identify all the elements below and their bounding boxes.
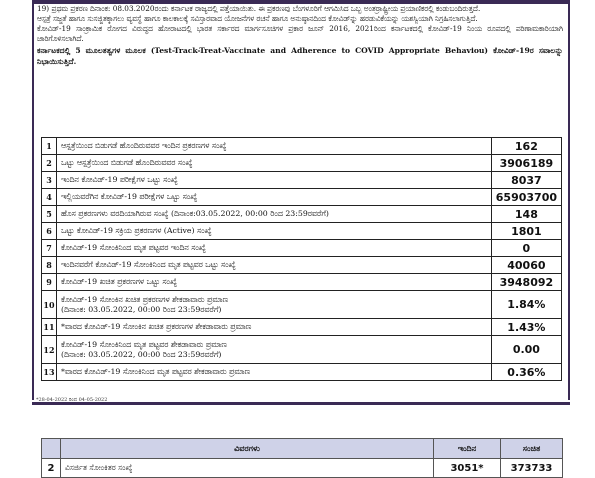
table-header-row	[42, 439, 563, 459]
intro-paragraph: ಆಸ್ಪತ್ರೆ ಸಜ್ಜತೆ ಹಾಗೂ ಸುಸಜ್ಜಿತಕ್ಕಾಗಲು ವ್ಯವಸ್ಥೆ ಹಾಗೂ ಕಾಲಕಾಲಕ್ಕೆ ಸವಿಸ್ತಾರವಾದ ಯೋಜನೆಗಳ ರಚನೆ ಹಾಗೂ ಅನುಷ್ಠಾನದಿಂದ ಕೋವಿಡ್‌ನ್ನು ಹರಡುವಿಕೆಯನ್ನು ಯಶಸ್ವಿಯಾಗಿ ನಿಗ್ರಹಿಸಲಾಗುತ್ತಿದೆ.	[37, 14, 478, 23]
row-number: 9	[42, 274, 57, 291]
row-value: 1801	[491, 223, 561, 240]
row-number: 3	[42, 172, 57, 189]
table-row	[42, 223, 562, 240]
details-table	[41, 438, 563, 478]
table-row	[42, 364, 562, 381]
frame-left-border	[32, 0, 34, 400]
row-label: *ವಾರದ ಕೋವಿಡ್-19 ಸೋಂಕಿನ ಖಚಿತ ಪ್ರಕರಣಗಳ ಶೇಕಡಾವಾರು ಪ್ರಮಾಣ	[56, 319, 491, 336]
row-number: 6	[42, 223, 57, 240]
row-label: ಇಂದಿನವರೆಗೆ ಕೋವಿಡ್-19 ಸೋಂಕಿನಿಂದ ಮೃತ ಪಟ್ಟವರ ಒಟ್ಟು ಸಂಖ್ಯೆ	[56, 257, 491, 274]
table-row	[42, 291, 562, 319]
intro-paragraph: ಕೋವಿಡ್-19 ಸಾಂಕ್ರಾಮಿಕ ರೋಗದ ವಿರುದ್ಧದ ಹೋರಾಟದಲ್ಲಿ ಭಾರತ ಸರ್ಕಾರದ ಮಾರ್ಗಸೂಚಿಗಳ ಪ್ರಕಾರ ಜೂನ್ 2016, 2021ರಿಂದ ಕರ್ನಾಟಕದಲ್ಲಿ ಕೋವಿಡ್-19 ನಿಂಯ ರೂಪದಲ್ಲಿ ಪರಿಣಾಮಕಾರಿಯಾಗಿ ಜಾರಿಗೊಳಿಸಲಾಗಿದೆ.	[37, 24, 563, 43]
row-label: ವಿಸರ್ಜಿತ ಸೋಂಕಿತರ ಸಂಖ್ಯೆ	[61, 459, 434, 478]
row-number: 4	[42, 189, 57, 206]
row-label: ಒಟ್ಟು ಆಸ್ಪತ್ರೆಯಿಂದ ಬಿಡುಗಡೆ ಹೊಂದಿರುವವರ ಸಂಖ್ಯೆ	[56, 155, 491, 172]
row-value: 8037	[491, 172, 561, 189]
table-row	[42, 189, 562, 206]
row-number: 1	[42, 138, 57, 155]
row-label: ಒಟ್ಟು ಕೋವಿಡ್-19 ಸಕ್ರಿಯ ಪ್ರಕರಣಗಳ (Active) ಸಂಖ್ಯೆ	[56, 223, 491, 240]
intro-paragraph: 19) ಪ್ರಥಮ ಪ್ರಕರಣ ದಿನಾಂಕ: 08.03.2020ರಂದು ಕರ್ನಾಟಕ ರಾಜ್ಯದಲ್ಲಿ ಪತ್ತೆಯಾಯಿತು. ಈ ಪ್ರಕರಣವು ಬೆಂಗಳೂರಿಗೆ ಆಗಮಿಸಿದ ಒಬ್ಬ ಅಂತರ್ರಾಷ್ಟ್ರೀಯ ಪ್ರಯಾಣಿಕರಲ್ಲಿ ಕಂಡುಬಂದಿರುತ್ತದೆ.	[37, 4, 481, 13]
footnote: *28-04-2022 ರಿಂದ 04-05-2022	[36, 397, 108, 403]
row-label: ಕೋವಿಡ್-19 ಸೋಂಕಿನಿಂದ ಮೃತ ಪಟ್ಟವರ ಶೇಕಡಾವಾರು ಪ್ರಮಾಣ	[60, 339, 227, 349]
table-row	[42, 172, 562, 189]
row-label-date: (ದಿನಾಂಕ: 03.05.2022, 00:00 ರಿಂದ 23:59ರವರೆಗೆ)	[60, 304, 222, 314]
row-label: ಹೊಸ ಪ್ರಕರಣಗಳು ವರದಿಯಾಗಿರುವ ಸಂಖ್ಯೆ (ದಿನಾಂಕ:03.05.2022, 00:00 ರಿಂದ 23:59ರವರೆಗೆ)	[56, 206, 491, 223]
table-row	[42, 257, 562, 274]
row-label: ಕೋವಿಡ್-19 ಖಚಿತ ಪ್ರಕರಣಗಳ ಒಟ್ಟು ಸಂಖ್ಯೆ	[56, 274, 491, 291]
row-number: 11	[42, 319, 57, 336]
row-value: 3906189	[491, 155, 561, 172]
row-value: 148	[491, 206, 561, 223]
row-cumulative-value: 373733	[501, 459, 563, 478]
row-value: 3948092	[491, 274, 561, 291]
row-label: *ವಾರದ ಕೋವಿಡ್-19 ಸೋಂಕಿನಿಂದ ಮೃತ ಪಟ್ಟವರ ಶೇಕಡಾವಾರು ಪ್ರಮಾಣ	[56, 364, 491, 381]
row-label: ಇಂದಿನ ಕೋವಿಡ್-19 ಪರೀಕ್ಷೆಗಳ ಒಟ್ಟು ಸಂಖ್ಯೆ	[56, 172, 491, 189]
row-number: 2	[42, 459, 61, 478]
row-number: 8	[42, 257, 57, 274]
row-value: 0	[491, 240, 561, 257]
row-value: 162	[491, 138, 561, 155]
row-value: 0.00	[491, 336, 561, 364]
row-number: 7	[42, 240, 57, 257]
header-details: ವಿವರಗಳು	[61, 439, 434, 459]
intro-paragraph: ಕರ್ನಾಟಕದಲ್ಲಿ 5 ಮೂಲತತ್ವಗಳ ಮೂಲಕ (Test-Track-Treat-Vaccinate and Adherence to COVID Appropriate Behaviou) ಕೋವಿಡ್-19ರ ಸವಾಲನ್ನು ನಿಭಾಯಿಸುತ್ತಿದೆ.	[37, 46, 563, 66]
table-row	[42, 319, 562, 336]
row-label: ಇಲ್ಲಿಯವರೆಗಿನ ಕೋವಿಡ್-19 ಪರೀಕ್ಷೆಗಳ ಒಟ್ಟು ಸಂಖ್ಯೆ	[56, 189, 491, 206]
table-row	[42, 206, 562, 223]
row-value: 1.84%	[491, 291, 561, 319]
row-number: 13	[42, 364, 57, 381]
row-value: 1.43%	[491, 319, 561, 336]
row-value: 40060	[491, 257, 561, 274]
row-label-block	[56, 291, 491, 319]
row-label-date: (ದಿನಾಂಕ: 03.05.2022, 00:00 ರಿಂದ 23:59ರವರೆಗೆ)	[60, 349, 222, 359]
row-label: ಕೋವಿಡ್-19 ಸೋಂಕಿನಿಂದ ಮೃತ ಪಟ್ಟವರ ಇಂದಿನ ಸಂಖ್ಯೆ	[56, 240, 491, 257]
row-number: 12	[42, 336, 57, 364]
row-label: ಆಸ್ಪತ್ರೆಯಿಂದ ಬಿಡುಗಡೆ ಹೊಂದಿರುವವರ ಇಂದಿನ ಪ್ರಕರಣಗಳ ಸಂಖ್ಯೆ	[56, 138, 491, 155]
header-cumulative: ಸಂಚಿತ	[501, 439, 563, 459]
header-number	[42, 439, 61, 459]
row-number: 5	[42, 206, 57, 223]
row-number: 2	[42, 155, 57, 172]
header-today: ಇಂದಿನ	[434, 439, 501, 459]
intro-text-block	[37, 4, 563, 67]
row-number: 10	[42, 291, 57, 319]
covid-stats-table	[41, 137, 562, 381]
row-label-block	[56, 336, 491, 364]
row-value: 65903700	[491, 189, 561, 206]
table-row	[42, 240, 562, 257]
table-row	[42, 336, 562, 364]
table-row	[42, 459, 563, 478]
row-value: 0.36%	[491, 364, 561, 381]
frame-bottom-border	[32, 402, 570, 405]
table-row	[42, 274, 562, 291]
table-row	[42, 138, 562, 155]
row-label: ಕೋವಿಡ್-19 ಸೋಂಕಿನ ಖಚಿತ ಪ್ರಕರಣಗಳ ಶೇಕಡಾವಾರು ಪ್ರಮಾಣ	[60, 294, 229, 304]
frame-right-border	[568, 0, 570, 400]
row-today-value: 3051*	[434, 459, 501, 478]
table-row	[42, 155, 562, 172]
